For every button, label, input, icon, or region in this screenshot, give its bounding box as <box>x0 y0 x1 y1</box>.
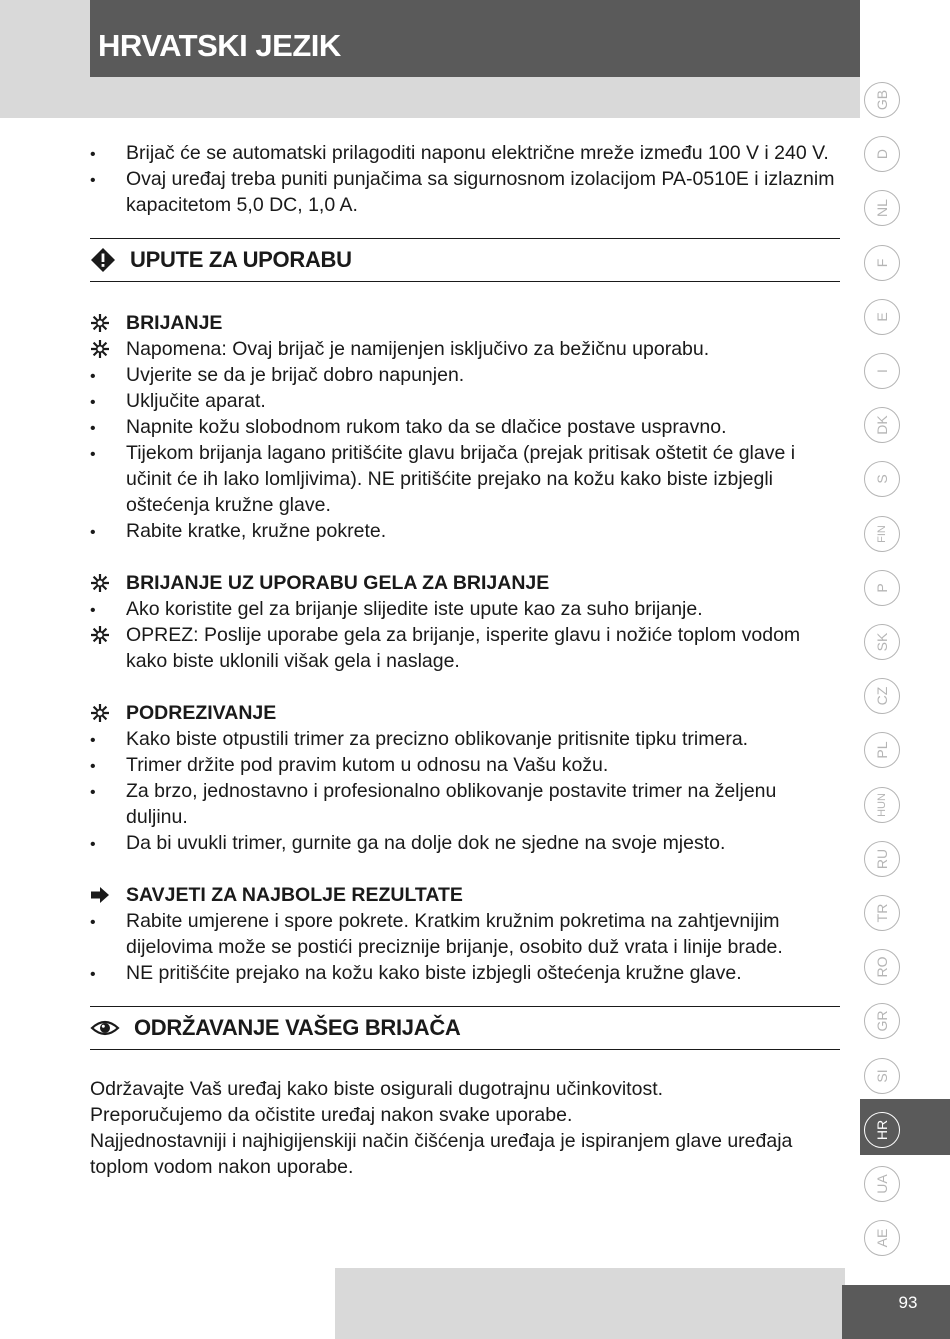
list-item: • Ako koristite gel za brijanje slijedite iste upute kao za suho brijanje. <box>90 596 840 622</box>
language-tab-f[interactable] <box>862 240 902 286</box>
paragraph: Održavajte Vaš uređaj kako biste osigurali dugotrajnu učinkovitost. <box>90 1078 664 1100</box>
language-tab-label: PL <box>864 732 900 768</box>
language-tab-tr[interactable] <box>862 890 902 936</box>
list-item: • Brijač će se automatski prilagoditi naponu električne mreže između 100 V i 240 V. <box>90 140 840 166</box>
language-tab-label: GB <box>864 82 900 118</box>
language-tab-label: NL <box>864 190 900 226</box>
language-tab-ro[interactable] <box>862 944 902 990</box>
language-tab-label: F <box>864 245 900 281</box>
language-tab-hun[interactable] <box>862 782 902 828</box>
language-tab-label: GR <box>864 1003 900 1039</box>
language-tab-si[interactable] <box>862 1053 902 1099</box>
language-tab-label: D <box>864 136 900 172</box>
star-icon <box>90 313 110 333</box>
subheading-gel: BRIJANJE UZ UPORABU GELA ZA BRIJANJE <box>90 570 840 596</box>
star-icon <box>90 339 110 359</box>
language-tab-p[interactable] <box>862 565 902 611</box>
star-icon <box>90 703 110 723</box>
subheading-trimming: PODREZIVANJE <box>90 700 840 726</box>
language-tab-label: SI <box>864 1058 900 1094</box>
section-heading-maintenance: ODRŽAVANJE VAŠEG BRIJAČA <box>90 1006 840 1050</box>
page-number: 93 <box>898 1293 918 1312</box>
language-tab-label: RU <box>864 841 900 877</box>
language-tab-label: AE <box>864 1220 900 1256</box>
language-tab-gr[interactable] <box>862 998 902 1044</box>
language-tab-hr[interactable] <box>862 1107 902 1153</box>
list-item: • Ovaj uređaj treba puniti punjačima sa sigurnosnom izolacijom PA-0510E i izlaznim kapacitetom 5,0 DC, 1,0 A. <box>90 166 840 218</box>
eye-icon <box>90 1015 120 1041</box>
note-item: Napomena: Ovaj brijač je namijenjen isključivo za bežičnu uporabu. <box>90 336 840 362</box>
paragraph: Preporučujemo da očistite uređaj nakon svake uporabe. <box>90 1104 573 1126</box>
arrow-right-icon <box>90 885 110 905</box>
language-tab-sk[interactable] <box>862 619 902 665</box>
language-tab-nl[interactable] <box>862 185 902 231</box>
language-tab-label: DK <box>864 407 900 443</box>
language-tab-label: SK <box>864 624 900 660</box>
list-item: • Uključite aparat. <box>90 388 840 414</box>
language-tab-s[interactable] <box>862 456 902 502</box>
language-tab-d[interactable] <box>862 131 902 177</box>
list-item: • Tijekom brijanja lagano pritišćite glavu brijača (prejak pritisak oštetit će glave i učinit će ih lako lomljivima). NE pritišćite prejako na kožu kako biste izbjegli oštećenja kružne glave. <box>90 440 840 518</box>
language-tab-fin[interactable] <box>862 511 902 557</box>
language-tab-label: TR <box>864 895 900 931</box>
language-tab-label: S <box>864 461 900 497</box>
language-tab-e[interactable] <box>862 294 902 340</box>
language-tab-label: HUN <box>864 787 900 823</box>
list-item: • Uvjerite se da je brijač dobro napunjen. <box>90 362 840 388</box>
language-tab-pl[interactable] <box>862 727 902 773</box>
language-tab-cz[interactable] <box>862 673 902 719</box>
language-tab-ua[interactable] <box>862 1161 902 1207</box>
list-item: • Da bi uvukli trimer, gurnite ga na dolje dok ne sjedne na svoje mjesto. <box>90 830 840 856</box>
list-item: • Za brzo, jednostavno i profesionalno oblikovanje postavite trimer na željenu duljinu. <box>90 778 840 830</box>
list-item: • NE pritišćite prejako na kožu kako biste izbjegli oštećenja kružne glave. <box>90 960 840 986</box>
paragraph: Najjednostavniji i najhigijenskiji način čišćenja uređaja je ispiranjem glave uređaja toplom vodom nakon uporabe. <box>90 1130 793 1178</box>
section-heading-usage: UPUTE ZA UPORABU <box>90 238 840 282</box>
main-content <box>90 140 840 1180</box>
list-item: • Rabite umjerene i spore pokrete. Kratkim kružnim pokretima na zahtjevnijim dijelovima može se postići preciznije brijanje, osobito duž vrata i linije brade. <box>90 908 840 960</box>
language-tab-dk[interactable] <box>862 402 902 448</box>
list-item: • Trimer držite pod pravim kutom u odnosu na Vašu kožu. <box>90 752 840 778</box>
language-tab-label: HR <box>864 1112 900 1148</box>
star-icon <box>90 573 110 593</box>
footer-band <box>335 1268 845 1339</box>
page-title: HRVATSKI JEZIK <box>98 28 341 63</box>
list-item: • Rabite kratke, kružne pokrete. <box>90 518 840 544</box>
warning-diamond-icon <box>90 247 116 273</box>
language-tab-label: FIN <box>864 516 900 552</box>
language-tab-label: P <box>864 570 900 606</box>
subheading-shaving: BRIJANJE <box>90 310 840 336</box>
language-tab-i[interactable] <box>862 348 902 394</box>
language-tab-label: CZ <box>864 678 900 714</box>
caution-item: OPREZ: Poslije uporabe gela za brijanje, isperite glavu i nožiće toplom vodom kako biste uklonili višak gela i naslage. <box>90 622 840 674</box>
star-icon <box>90 625 110 645</box>
language-tab-label: UA <box>864 1166 900 1202</box>
language-tab-label: RO <box>864 949 900 985</box>
language-tab-ru[interactable] <box>862 836 902 882</box>
language-tab-label: I <box>864 353 900 389</box>
subheading-tips: SAVJETI ZA NAJBOLJE REZULTATE <box>90 882 840 908</box>
list-item: • Napnite kožu slobodnom rukom tako da se dlačice postave uspravno. <box>90 414 840 440</box>
language-tab-gb[interactable] <box>862 77 902 123</box>
language-tab-ae[interactable] <box>862 1215 902 1261</box>
list-item: • Kako biste otpustili trimer za precizno oblikovanje pritisnite tipku trimera. <box>90 726 840 752</box>
language-tab-label: E <box>864 299 900 335</box>
